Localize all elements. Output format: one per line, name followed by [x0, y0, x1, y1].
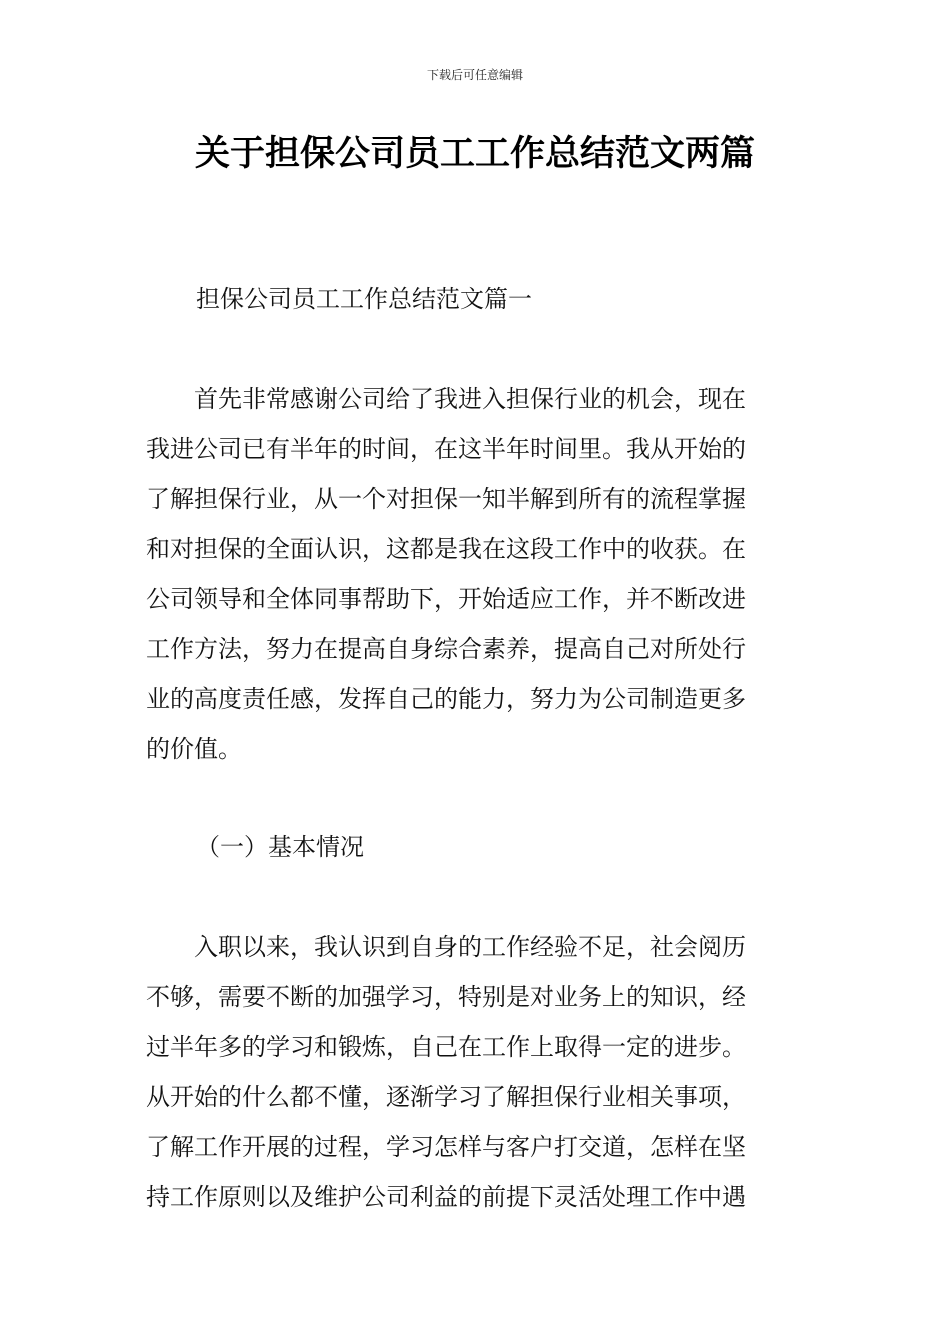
paragraph-line: 从开始的什么都不懂，逐渐学习了解担保行业相关事项， — [146, 1083, 746, 1111]
paragraph-line: 我进公司已有半年的时间，在这半年时间里。我从开始的 — [146, 435, 746, 463]
paragraph-line: 首先非常感谢公司给了我进入担保行业的机会，现在 — [146, 385, 746, 413]
paragraph-basic-situation — [146, 922, 810, 1222]
header-note: 下载后可任意编辑 — [426, 68, 523, 82]
paragraph-line: 持工作原则以及维护公司利益的前提下灵活处理工作中遇 — [146, 1183, 746, 1211]
document-title: 关于担保公司员工工作总结范文两篇 — [194, 134, 755, 174]
paragraph-line: 公司领导和全体同事帮助下，开始适应工作，并不断改进 — [146, 585, 746, 613]
paragraph-line: 了解担保行业，从一个对担保一知半解到所有的流程掌握 — [146, 485, 746, 513]
paragraph-line: 业的高度责任感，发挥自己的能力，努力为公司制造更多 — [146, 685, 746, 713]
subheading-part-one: 担保公司员工工作总结范文篇一 — [196, 285, 532, 313]
paragraph-line: 的价值。 — [146, 735, 242, 763]
paragraph-line: 过半年多的学习和锻炼，自己在工作上取得一定的进步。 — [146, 1033, 746, 1061]
paragraph-intro — [146, 374, 810, 774]
paragraph-line: 和对担保的全面认识，这都是我在这段工作中的收获。在 — [146, 535, 746, 563]
paragraph-line: 了解工作开展的过程，学习怎样与客户打交道，怎样在坚 — [146, 1133, 746, 1161]
subheading-basic-situation: （一）基本情况 — [196, 833, 364, 861]
paragraph-line: 入职以来，我认识到自身的工作经验不足，社会阅历 — [146, 933, 746, 961]
paragraph-line: 不够，需要不断的加强学习，特别是对业务上的知识，经 — [146, 983, 746, 1011]
paragraph-line: 工作方法，努力在提高自身综合素养，提高自己对所处行 — [146, 635, 746, 663]
